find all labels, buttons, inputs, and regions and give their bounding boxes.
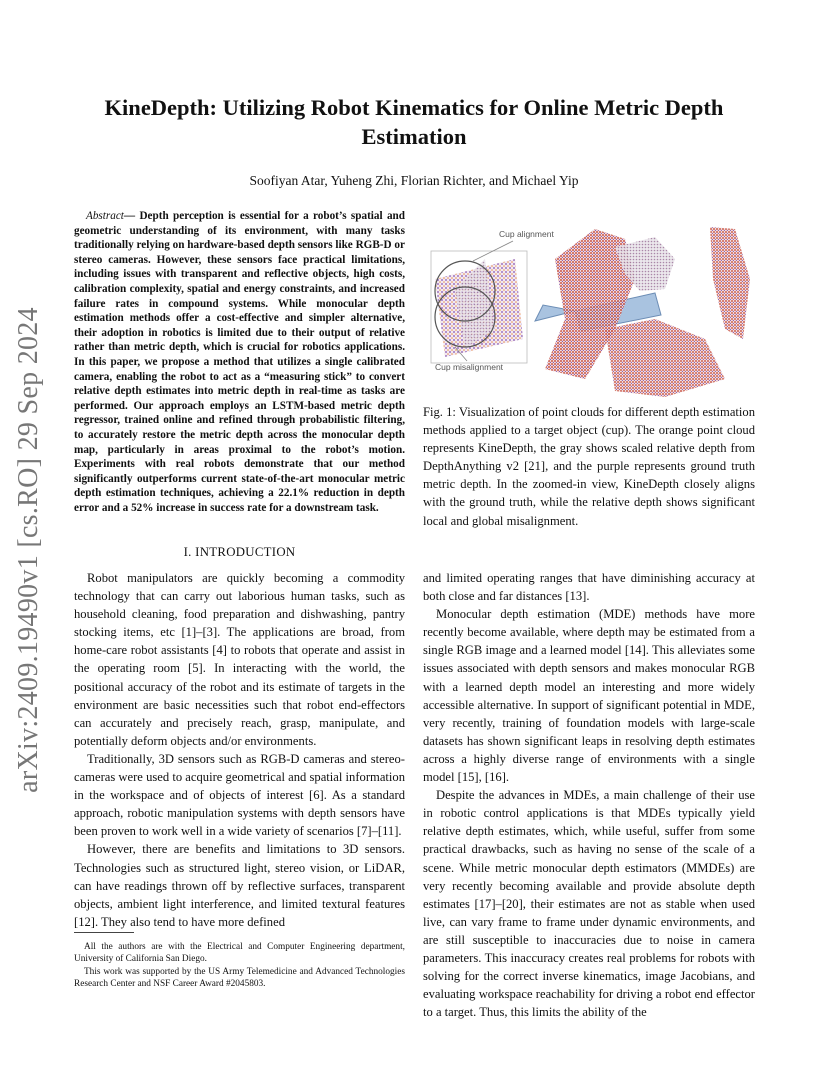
cup-alignment-label: Cup alignment [499,229,554,239]
footnote-funding: This work was supported by the US Army Telemedicine and Advanced Technologies Research Center and NSF Career Award #2045803. [74,966,405,990]
body-paragraph: Robot manipulators are quickly becoming a commodity technology that can carry out laborious human tasks, such as household cleaning, food preparation and dishwashing, pantry stocking items, etc [1]–[3]. The applications are broad, from home-care robot assistants [4] to robots that operate and assist in the operating room [5]. In interacting with the world, the positional accuracy of the robot and its estimate of targets in the environment are basic necessities such that robot end-effectors can accurately and precisely reach, grasp, manipulate, and potentially deform objects and/or environments. [74,571,405,748]
abstract [74,209,405,515]
table-surface-cloud [605,319,725,397]
arxiv-identifier: arXiv:2409.19490v1 [cs.RO] 29 Sep 2024 [13,307,44,793]
paper-title: KineDepth: Utilizing Robot Kinematics for Online Metric Depth Estimation [104,95,724,149]
body-paragraph: Despite the advances in MDEs, a main challenge of their use in robotic control applications is that MDEs typically yield relative depth estimates, which, while useful, suffer from some practical drawbacks, such as having no sense of the scale of a scene. While metric monocular depth estimators (MMDEs) are very recently becoming available and provide absolute depth estimates [17]–[20], their estimates are not as stable when used live, can vary frame to frame under dynamic environments, and are still susceptible to inaccuracies due to noise in camera parameters. This inaccuracy creates real problems for robots with solving for the correct inverse kinematics, image Jacobians, and evaluating workspace reachability for driving a robot end effector to a target. Thus, this limits the ability of the [423,788,755,1020]
abstract-text: — Depth perception is essential for a robot’s spatial and geometric understanding of its environment, with many tasks traditionally relying on hardware-based depth sensors like RGB-D or stereo cameras. However, these sensors face practical limitations, including issues with transparent and reflective objects, high costs, calibration complexity, spatial and energy constraints, and increased failure rates in compound systems. While monocular depth estimation methods offer a cost-effective and simpler alternative, their adoption in robotics is limited due to their output of relative rather than metric depth, which is crucial for robotics applications. In this paper, we propose a method that utilizes a single calibrated camera, enabling the robot to act as a “measuring stick” to convert relative depth estimates into metric depth in real-time as tasks are performed. Our approach employs an LSTM-based metric depth regressor, trained online and refined through probabilistic filtering, to accurately restore the metric depth across the monocular depth map, particularly in areas proximal to the robot’s motion. Experiments with real robots demonstrate that our method significantly outperforms current state-of-the-art monocular metric depth estimation techniques, achieving a 22.1% reduction in depth error and a 52% increase in success rate for a downstream task. [74,210,405,514]
footnote-rule [74,932,134,933]
abstract-label: Abstract [86,210,124,222]
right-column-body [423,569,755,1021]
body-paragraph: However, there are benefits and limitations to 3D sensors. Technologies such as structured light, stereo vision, or LiDAR, can have readings thrown off by reflective surfaces, transparent objects, ambient light interference, and limited textural features [12]. They also tend to have more defined [74,842,405,929]
figure-point-cloud [425,219,755,401]
body-paragraph: Traditionally, 3D sensors such as RGB-D cameras and stereo-cameras were used to acquire geometrical and spatial information in the workspace and of objects of interest [6]. As a standard approach, robotic manipulation systems with depth sensors have been proven to work well in a wide variety of scenarios [7]–[11]. [74,751,405,839]
left-column-body [74,569,405,931]
body-paragraph: Monocular depth estimation (MDE) methods have more recently become available, where depth may be estimated from a single RGB image and a learned model [14]. This alleviates some issues associated with depth sensors and makes monocular RGB with a learned depth model an interesting and more widely accessible alternative. In support of significant potential in MDE, very recently, training of foundation models with large-scale datasets has shown significant leaps in resolving depth estimates across a highly diverse range of environments with a single model [15], [16]. [423,607,755,785]
footnote-affiliation: All the authors are with the Electrical and Computer Engineering department, University of California San Diego. [74,942,405,965]
figure-caption: Fig. 1: Visualization of point clouds for different depth estimation methods applied to a target object (cup). The orange point cloud represents KineDepth, the gray shows scaled relative depth from DepthAnything v2 [21], and the purple represents ground truth metric depth. In the zoomed-in view, KineDepth closely aligns with the ground truth, while the relative depth shows significant local and global misalignment. [423,405,755,528]
cup-misalignment-label: Cup misalignment [435,362,504,372]
author-list: Soofiyan Atar, Yuheng Zhi, Florian Richter, and Michael Yip [249,173,579,188]
section-heading-introduction: I. INTRODUCTION [183,545,296,559]
point-cloud-illustration [425,219,755,401]
body-paragraph: and limited operating ranges that have diminishing accuracy at both close and far distances [13]. [423,571,755,604]
robot-arm-right-cloud [710,227,750,339]
footnotes [74,941,405,991]
